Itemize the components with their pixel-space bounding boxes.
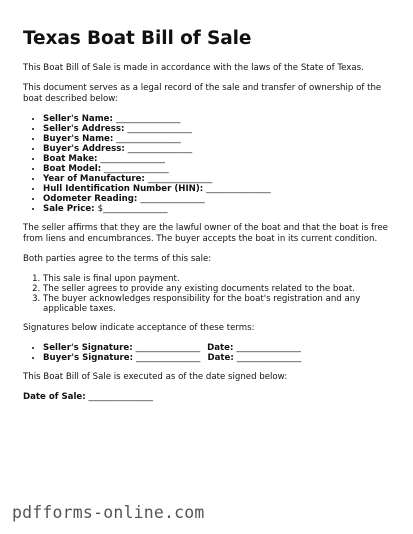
date-blank: _______________ [236,343,301,353]
execution-paragraph: This Boat Bill of Sale is executed as of the date signed below: [23,372,288,382]
field-year-of-manufacture: • Year of Manufacture: _______________ [43,174,395,184]
field-sale-price: • Sale Price: $_______________ [43,204,395,214]
field-sellers-name: • Seller's Name: _______________ [43,114,395,124]
field-blank: _______________ [147,174,213,184]
signatures-intro: Signatures below indicate acceptance of these terms: [23,323,255,333]
signatures-list [23,343,395,363]
signature-blank: _______________ [136,353,201,363]
date-blank: _______________ [236,353,302,363]
field-blank: _______________ [116,134,181,144]
term-item: 1. This sale is final upon payment. [43,274,395,284]
field-blank: _______________ [206,184,271,194]
field-blank: _______________ [127,124,192,134]
affirmation-paragraph: The seller affirms that they are the lawful owner of the boat and that the boat is free from liens and encumbrances. The buyer accepts the boat in its current condition. [23,223,388,244]
date-label: Date: [207,343,234,353]
field-boat-model: • Boat Model: _______________ [43,164,395,174]
terms-list [23,274,395,314]
agreement-paragraph: Both parties agree to the terms of this sale: [23,254,212,264]
field-blank: _______________ [140,194,205,204]
field-blank: _______________ [115,114,181,124]
date-of-sale-label: Date of Sale: [23,392,86,402]
field-hin: • Hull Identification Number (HIN): _______________ [43,184,395,194]
signature-blank: _______________ [135,343,201,353]
document-page [23,28,395,403]
field-sellers-address: • Seller's Address: _______________ [43,124,395,134]
field-blank: _______________ [100,154,165,164]
signature-buyer: • Buyer's Signature: _______________ Date: _______________ [43,353,395,363]
description-paragraph: This document serves as a legal record of the sale and transfer of ownership of the boat described below: [23,83,382,104]
date-of-sale [23,392,395,403]
term-item: 3. The buyer acknowledges responsibility for the boat's registration and any applicable taxes. [43,294,395,314]
field-blank: $_______________ [97,204,168,214]
field-buyers-name: • Buyer's Name: _______________ [43,134,395,144]
watermark: pdfforms-online.com [12,503,205,522]
intro-paragraph: This Boat Bill of Sale is made in accordance with the laws of the State of Texas. [23,63,364,73]
field-odometer-reading: • Odometer Reading: _______________ [43,194,395,204]
date-of-sale-blank: _______________ [88,392,153,402]
field-blank: _______________ [104,164,169,174]
date-label: Date: [207,353,234,363]
field-blank: _______________ [127,144,193,154]
signature-seller: • Seller's Signature: _______________ Date: _______________ [43,343,395,353]
term-item: 2. The seller agrees to provide any existing documents related to the boat. [43,284,395,294]
boat-details-list [23,114,395,214]
field-boat-make: • Boat Make: _______________ [43,154,395,164]
document-title: Texas Boat Bill of Sale [23,28,252,49]
field-buyers-address: • Buyer's Address: _______________ [43,144,395,154]
